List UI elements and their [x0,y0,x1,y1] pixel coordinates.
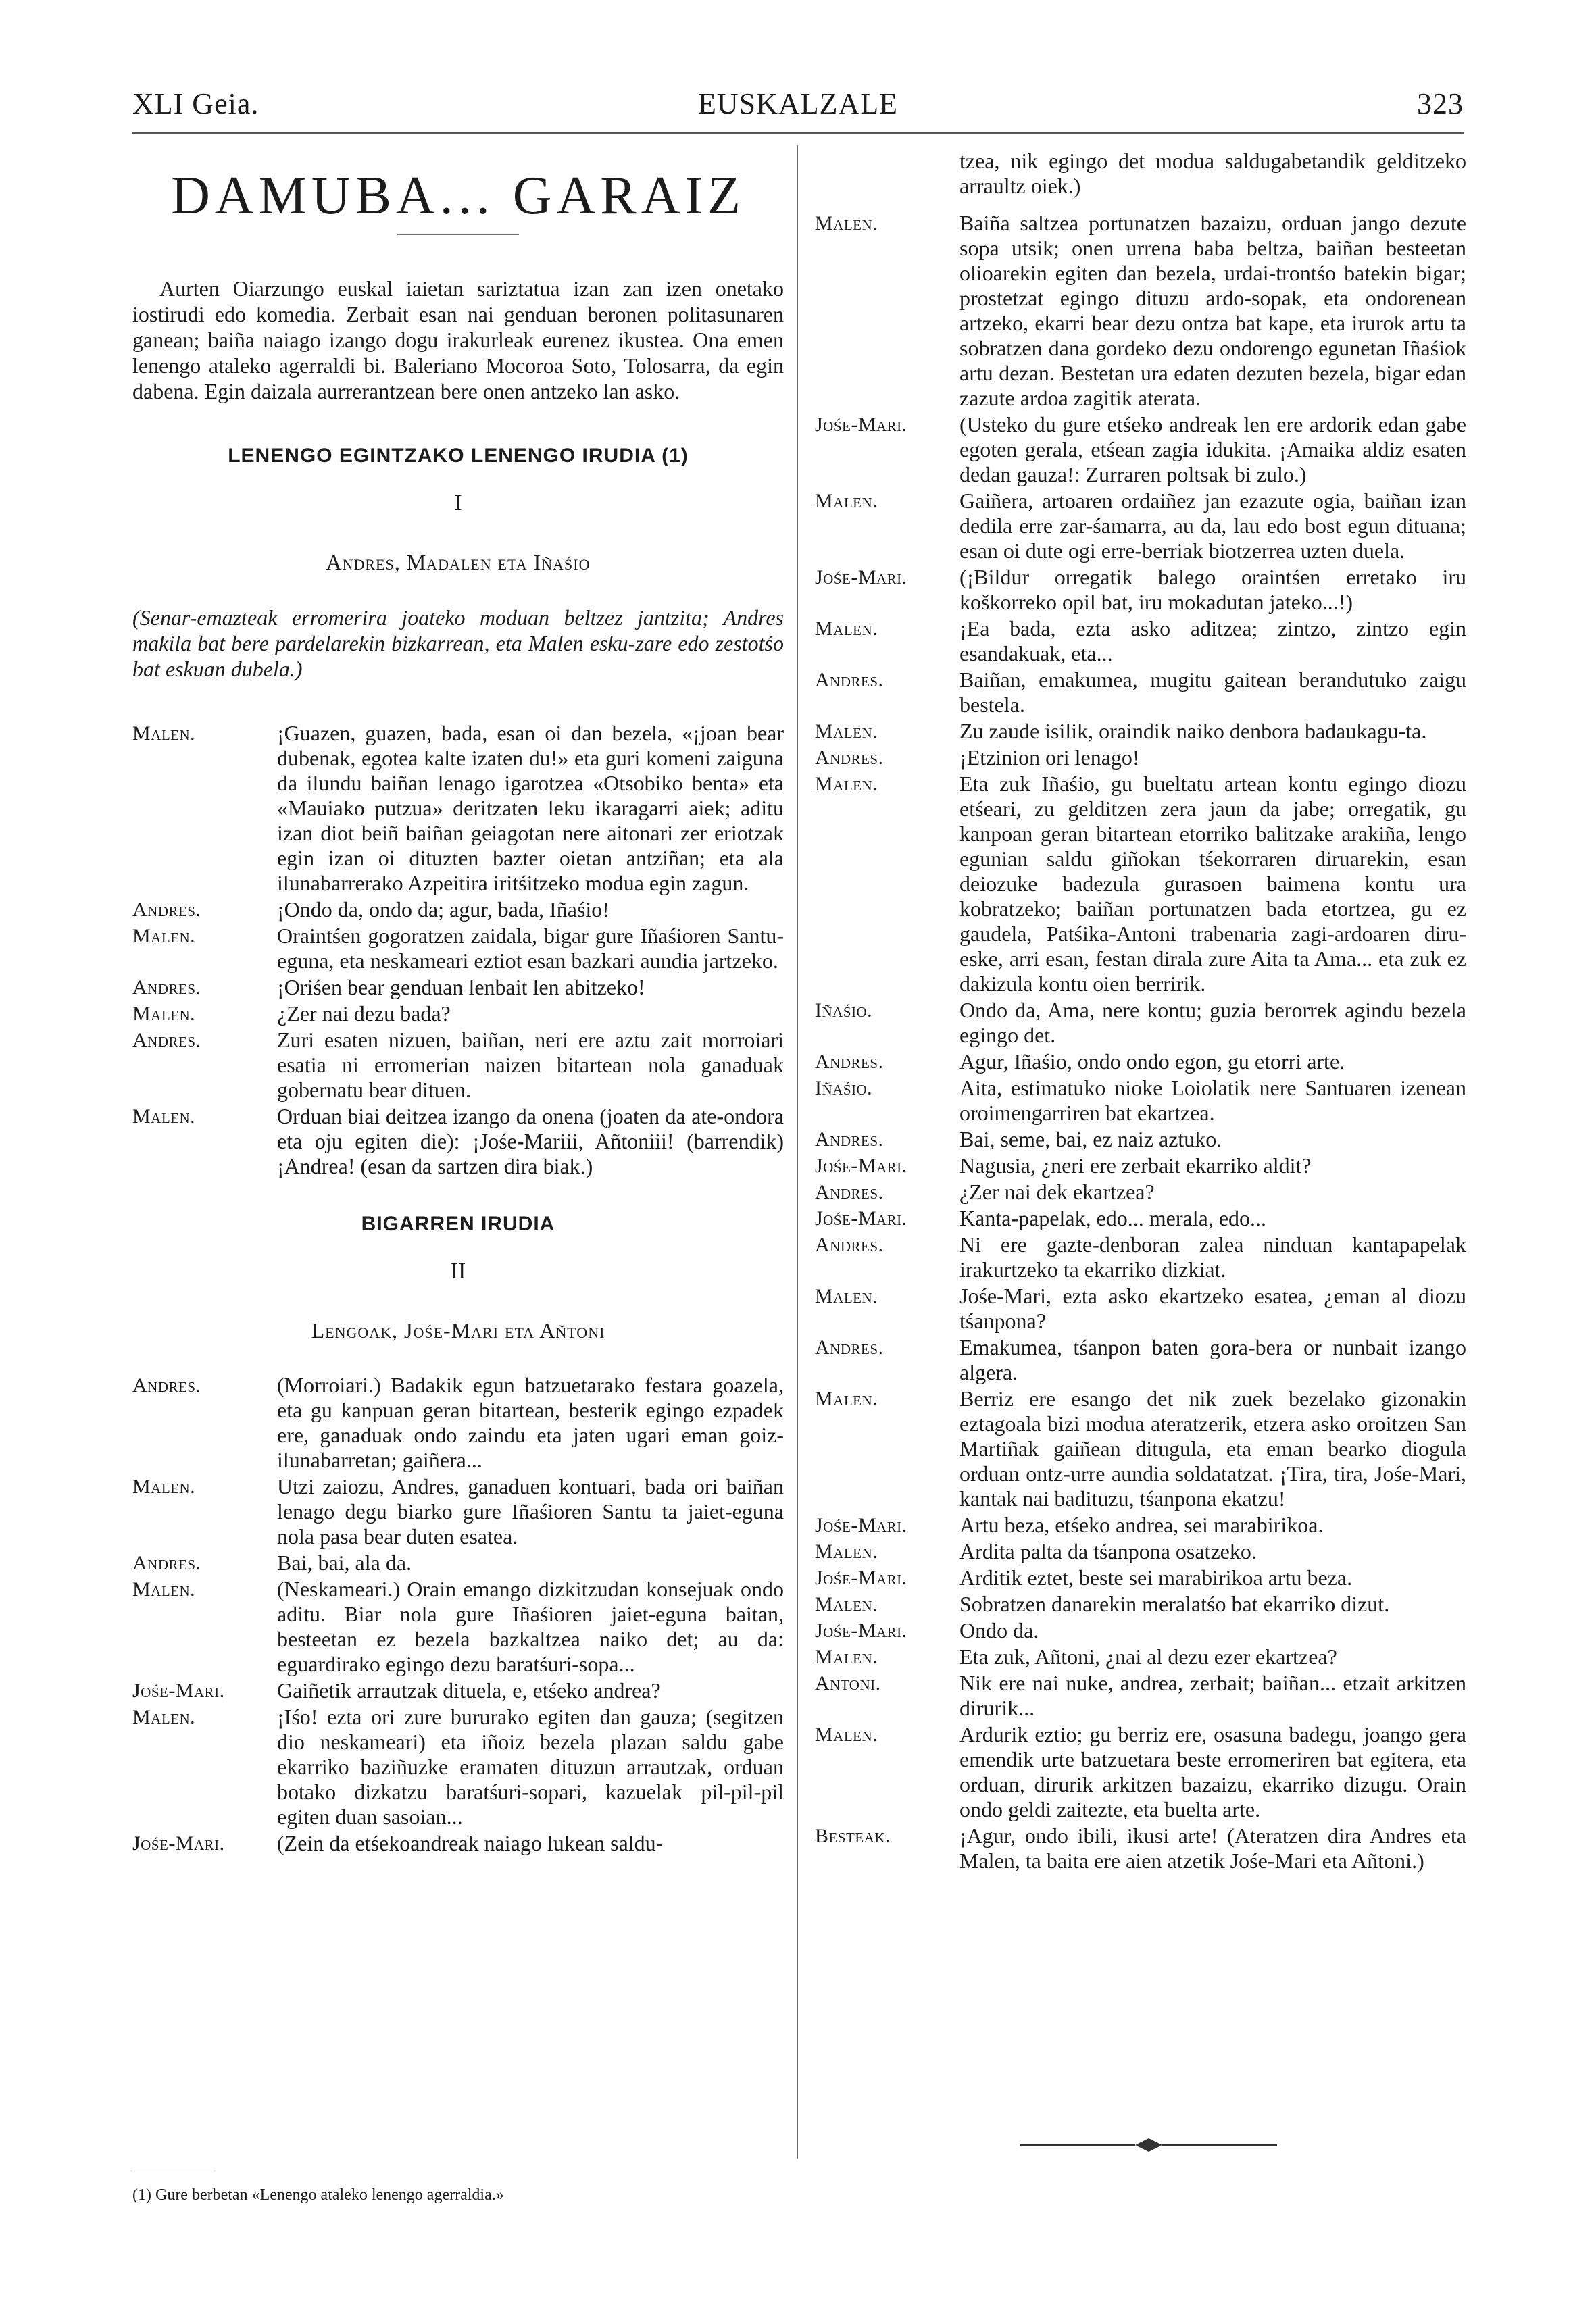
dialogue-line [815,1284,1466,1334]
continued-text: tzea, nik egingo det modua saldugabetandik gelditzeko arraultz oiek.) [959,149,1466,198]
speaker-name: Malen. [815,618,878,640]
dialogue-text: (Usteko du gure etśeko andreak len ere ardorik edan gabe egoten gerala, etśean zagia idukita. ¡Amaika aldiz esaten dedan gauza!: Zurraren poltsak bi zulo.) [959,412,1466,486]
dialogue-text: Jośe-Mari, ezta asko ekartzeko esatea, ¿eman al diozu tśanpona? [959,1284,1466,1333]
dialogue-line [132,1831,784,1856]
speaker-name: Andres. [132,1552,201,1574]
scene1-characters: Andres, Madalen eta Iñaśio [326,550,591,574]
dialogue-line [815,745,1466,770]
speaker-name: Jośe-Mari. [815,566,907,588]
right-column [815,149,1466,1907]
speaker-name: Malen. [815,773,878,795]
speaker-name: Malen. [132,1476,196,1498]
speaker-name: Andres. [132,976,201,999]
speaker-name: Jośe-Mari. [815,1619,907,1642]
dialogue-line [132,1705,784,1830]
speaker-name: Iñaśio. [815,999,873,1022]
speaker-name: Malen. [132,1105,196,1128]
dialogue-text: Eta zuk Iñaśio, gu bueltatu artean kontu egingo diozu etśeari, zu gelditzen zera jaun da jabe; orregatik, gu kanpoan geran bitartean etorriko balitzake arakiña, lengo egunian saldu giñokan tśekorraren diruarekin, esan deiozuke badezula gurasoen baimena kontu ura kobratzeko; baiñan portunatzen bada etortzea, gu ez gaudela, Patśika-Antoni trabenaria zagi-ardoaren diru-eske, arri esan, festan dirala zure Aita ta Ama... eta zuk ez dakizula kontu oien berririk. [959,772,1466,996]
header-rule [132,132,1464,134]
dialogue-line [132,1577,784,1677]
speaker-name: Malen. [815,1388,878,1410]
dialogue-text: ¡Iśo! ezta ori zure bururako egiten dan gauza; (segitzen dio neskameari) eta iñoiz bezela plazan saldu gabe ekarriko baziñuzke eramaten dituzun arrautzak, orduan botako dizkatzu baratśuri-sopari, kazuelak pil-pil-pil egiten duan sasoian... [277,1705,784,1829]
dialogue-line [815,1592,1466,1617]
dialogue-text: Zu zaude isilik, oraindik naiko denbora badaukagu-ta. [959,719,1427,743]
scene2-number: II [450,1259,466,1284]
issue-number: XLI Geia. [132,87,259,120]
speaker-name: Malen. [132,925,196,947]
speaker-name: Andres. [132,899,201,921]
dialogue-text: ¡Guazen, guazen, bada, esan oi dan bezela, «¡joan bear dubenak, egotea kalte izaten du!» eta guri komeni zaiguna da ilundu baiñan lenago igarotzea «Otsobiko benta» eta «Mauiako putzua» deritzaten leku ikaragarri aiek; aditu izan diot beiñ baiñan geiagotan nere aitonari zer eriotzak egin izan oi dituzten bazter oietan antziñan; eta ala ilunabarrerako Azpeitira iritśitzeko modua egin zagun. [277,721,784,895]
dialogue-text: (¡Bildur orregatik balego oraintśen erretako iru koškorreko opil bat, iru mokadutan jateko...!) [959,565,1466,614]
speaker-name: Malen. [132,1706,196,1728]
dialogue-text: Oraintśen gogoratzen zaidala, bigar gure Iñaśioren Santu-eguna, eta neskameari eztiot esan bazkari aundia jartzeko. [277,924,784,973]
dialogue-text: Zuri esaten nizuen, baiñan, neri ere aztu zait morroiari esatia ni erromerian naizen bitartean nola ganaduak gobernatu bear dituen. [277,1028,784,1102]
dialogue-text: ¡Agur, ondo ibili, ikusi arte! (Ateratzen dira Andres eta Malen, ta baita ere aien atzetik Jośe-Mari eta Añtoni.) [959,1823,1466,1873]
speaker-name: Malen. [815,490,878,512]
speaker-name: Malen. [815,1593,878,1615]
running-header [132,86,1464,134]
dialogue-text: Baiña saltzea portunatzen bazaizu, orduan jango dezute sopa utsik; onen urrena baba beltza, baiñan besteetan olioarekin egiten dan bezela, urdai-trontśo batekin bigar; prostetzat egingo dituzu ardo-sopak, eta ondorenean artzeko, ekarri bear dezu ontza bat kape, eta irurok artu ta sobratzen dana gordeko dezu ondorengo egunetan Iñaśiok artu dezan. Bestetan ura edaten dezuten bezela, bigar edan zazute ardoa zagitik aterata. [959,211,1466,410]
dialogue-line [815,1232,1466,1282]
dialogue-line [815,772,1466,997]
dialogue-text: Ni ere gazte-denboran zalea ninduan kantapapelak irakurtzeko ta ekarriko dizkiat. [959,1232,1466,1282]
speaker-name: Jośe-Mari. [815,1155,907,1177]
article-title: DAMUBA... GARAIZ [171,166,745,226]
scene1-stage-direction: (Senar-emazteak erromerira joateko moduan beltzez jantzita; Andres makila bat bere pardelarekin bizkarrean, eta Malen esku-zare edo zestotśo bat eskuan dubela.) [132,605,784,681]
speaker-name: Iñaśio. [815,1077,873,1099]
dialogue-text: Eta zuk, Añtoni, ¿nai al dezu ezer ekartzea? [959,1644,1337,1669]
speaker-name: Malen. [132,1003,196,1025]
dialogue-text: Gaiñera, artoaren ordaiñez jan ezazute ogia, baiñan izan dedila erre zar-śamarra, au da, lau edo bost egun dituana; esan oi dute ogi erre-berriak biotzerrea uzten duela. [959,488,1466,563]
dialogue-text: Nik ere nai nuke, andrea, zerbait; baiñan... etzait arkitzen dirurik... [959,1671,1466,1720]
dialogue-line [132,721,784,896]
dialogue-text: Berriz ere esango det nik zuek bezelako gizonakin eztagoala bizi modua ateratzerik, etzera asko oroitzen San Martiñak gaiñean ditugula, eta eman bearko diogula orduan ontz-urre aundia soldatatzat. ¡Tira, tira, Jośe-Mari, kantak nai badituzu, tśanpona ekatzu! [959,1386,1466,1511]
speaker-name: Malen. [815,1724,878,1746]
dialogue-line [815,1127,1466,1152]
scene2-dialogue [132,1373,784,1856]
dialogue-text: Orduan biai deitzea izango da onena (joaten da ate-ondora eta oju egiten die): ¡Jośe-Mariii, Añtoniii! (barrendik) ¡Andrea! (esan da sartzen dira biak.) [277,1104,784,1178]
dialogue-text: Nagusia, ¿neri ere zerbait ekarriko aldit? [959,1153,1312,1178]
dialogue-line [815,1049,1466,1074]
intro-paragraph: Aurten Oiarzungo euskal iaietan sariztatua izan zan izen onetako iostirudi edo komedia. Zerbait esan nai genduan beronen politasunaren ganean; baiña naiago izango dogu irakurleak eurenez ikustea. Ona emen lenengo ataleko agerraldi bi. Baleriano Mocoroa Soto, Tolosarra, da egin dabena. Egin daizala aurrerantzean bere onen antzeko lan asko. [132,276,784,403]
dialogue-text: Ondo da, Ama, nere kontu; guzia berorrek agindu bezela egingo det. [959,998,1466,1047]
dialogue-text: Sobratzen danarekin meralatśo bat ekarriko dizut. [959,1592,1390,1616]
speaker-name: Andres. [815,1234,884,1256]
dialogue-text: Bai, seme, bai, ez naiz aztuko. [959,1127,1222,1151]
dialogue-line [815,1565,1466,1590]
dialogue-line [815,1153,1466,1178]
journal-title: EUSKALZALE [698,87,898,120]
dialogue-text: Ardita palta da tśanpona osatzeko. [959,1539,1257,1563]
speaker-name: Andres. [815,1128,884,1151]
speaker-name: Jośe-Mari. [132,1832,225,1855]
dialogue-text: Aita, estimatuko nioke Loiolatik nere Santuaren izenean oroimengarriren bat ekartzea. [959,1076,1466,1125]
dialogue-line [132,897,784,922]
dialogue-text: Bai, bai, ala da. [277,1551,412,1575]
column-divider [797,145,798,2159]
speaker-name: Jośe-Mari. [815,413,907,436]
dialogue-line [815,616,1466,666]
dialogue-line [815,1618,1466,1643]
speaker-name: Malen. [815,212,878,234]
speaker-name: Andres. [132,1029,201,1051]
speaker-name: Malen. [815,720,878,743]
dialogue-text: Ardurik eztio; gu berriz ere, osasuna badegu, joango gera emendik urte batzuetara beste erromeriren bat egitera, eta orduan, dirurik arkitzen bazaizu, ekarriko dizugu. Orain ondo geldi zaitezte, eta buelta arte. [959,1722,1466,1821]
dialogue-line [815,719,1466,744]
scene1-heading: LENENGO EGINTZAKO LENENGO IRUDIA (1) [228,445,689,467]
speaker-name: Malen. [132,1578,196,1601]
dialogue-line [132,1373,784,1473]
scene2-heading: BIGARREN IRUDIA [361,1213,555,1235]
dialogue-line [815,412,1466,487]
speaker-name: Malen. [132,722,196,745]
dialogue-line [132,1551,784,1576]
dialogue-text: Utzi zaiozu, Andres, ganaduen kontuari, bada ori baiñan lenago degu biarko gure Iñaśioren Santu ta jaiet-eguna nola pasa bear duten esatea. [277,1474,784,1549]
footnote: (1) Gure berbetan «Lenengo ataleko lenengo agerraldia.» [132,2186,504,2204]
speaker-name: Malen. [815,1540,878,1563]
dialogue-line [132,1104,784,1179]
dialogue-line [132,1001,784,1026]
dialogue-text: ¡Etzinion ori lenago! [959,745,1140,770]
dialogue-line [815,998,1466,1048]
dialogue-line [815,1335,1466,1385]
speaker-name: Andres. [132,1374,201,1397]
dialogue-text: Agur, Iñaśio, ondo ondo egon, gu etorri arte. [959,1049,1345,1074]
dialogue-line [815,1644,1466,1669]
dialogue-line [132,1678,784,1703]
dialogue-line [815,1076,1466,1126]
right-dialogue [815,211,1466,1873]
speaker-name: Andres. [815,747,884,769]
dialogue-text: Emakumea, tśanpon baten gora-bera or nunbait izango algera. [959,1335,1466,1384]
speaker-name: Andres. [815,1336,884,1359]
dialogue-line [815,1671,1466,1721]
left-column [132,149,784,1890]
speaker-name: Malen. [815,1285,878,1307]
dialogue-line [815,1180,1466,1205]
dialogue-text: (Zein da etśekoandreak naiago lukean saldu- [277,1831,664,1855]
dialogue-line [815,1513,1466,1538]
dialogue-line [815,565,1466,615]
dialogue-line [815,211,1466,411]
dialogue-text: Ondo da. [959,1618,1039,1642]
dialogue-line [132,1028,784,1103]
end-ornament [1020,2135,1277,2155]
speaker-name: Jośe-Mari. [815,1207,907,1230]
dialogue-line [815,668,1466,718]
speaker-name: Jośe-Mari. [132,1680,225,1702]
speaker-name: Andres. [815,1181,884,1203]
dialogue-text: (Morroiari.) Badakik egun batzuetarako festara goazela, eta gu kanpuan geran bitartean, besterik egingo ezpadek ere, ganaduak ondo zaindu eta jaten ugari eman goiz-ilunabarretan; gaiñera... [277,1373,784,1472]
scene2-characters: Lengoak, Jośe-Mari eta Añtoni [311,1318,605,1342]
dialogue-text: ¡Oriśen bear genduan lenbait len abitzeko! [277,975,645,999]
dialogue-text: ¡Ea bada, ezta asko aditzea; zintzo, zintzo egin esandakuak, eta... [959,616,1466,665]
speaker-name: Andres. [815,1051,884,1073]
dialogue-text: (Neskameari.) Orain emango dizkitzudan konsejuak ondo aditu. Biar nola gure Iñaśioren jaiet-eguna baitan, besteetan ez bezela bazkaltzea naiko det; au da: eguardirako egingo dezu baratśuri-sopa... [277,1577,784,1676]
dialogue-line [132,975,784,1000]
dialogue-line [132,924,784,974]
dialogue-text: ¿Zer nai dezu bada? [277,1001,451,1026]
dialogue-text: ¿Zer nai dek ekartzea? [959,1180,1155,1204]
dialogue-line [815,488,1466,563]
dialogue-line [815,1539,1466,1564]
scene1-number: I [454,491,462,515]
page-number: 323 [1417,87,1464,120]
dialogue-text: Artu beza, etśeko andrea, sei marabirikoa. [959,1513,1324,1537]
title-rule [397,234,519,235]
speaker-name: Jośe-Mari. [815,1567,907,1589]
speaker-name: Jośe-Mari. [815,1514,907,1536]
dialogue-text: Kanta-papelak, edo... merala, edo... [959,1206,1267,1230]
dialogue-line [815,1823,1466,1873]
dialogue-text: ¡Ondo da, ondo da; agur, bada, Iñaśio! [277,897,609,922]
dialogue-line [815,1722,1466,1822]
dialogue-line [815,1206,1466,1231]
dialogue-line [815,1386,1466,1511]
speaker-name: Andres. [815,669,884,691]
speaker-name: Antoni. [815,1672,881,1694]
scene1-dialogue [132,721,784,1179]
dialogue-text: Gaiñetik arrautzak dituela, e, etśeko andrea? [277,1678,661,1703]
speaker-name: Malen. [815,1646,878,1668]
speaker-name: Besteak. [815,1825,891,1847]
dialogue-text: Baiñan, emakumea, mugitu gaitean berandutuko zaigu bestela. [959,668,1466,717]
dialogue-line [132,1474,784,1549]
dialogue-text: Arditik eztet, beste sei marabirikoa artu beza. [959,1565,1353,1590]
